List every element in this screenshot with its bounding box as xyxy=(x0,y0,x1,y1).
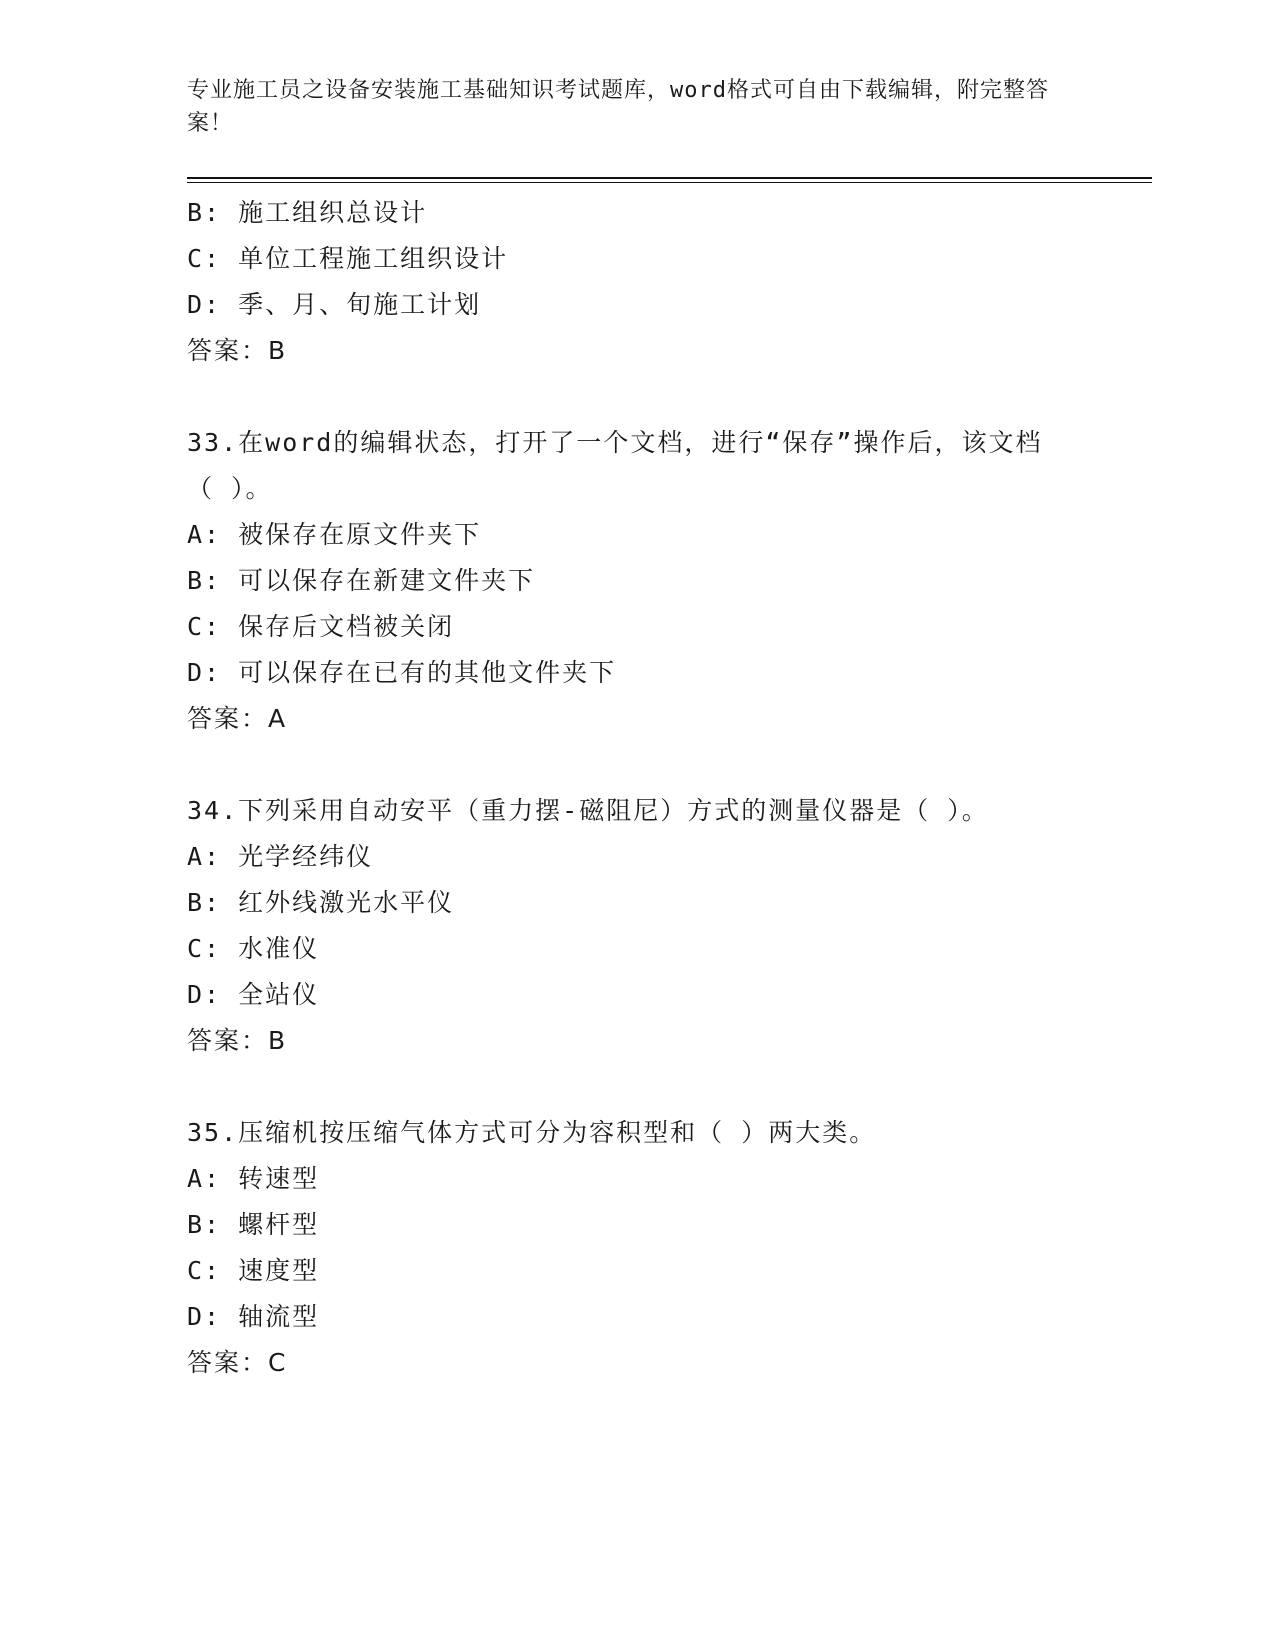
question-stem-33: 33.在word的编辑状态，打开了一个文档，进行“保存”操作后，该文档（ ）。 xyxy=(187,428,1043,503)
spacer xyxy=(187,1064,1067,1110)
option-b: B: 螺杆型 xyxy=(187,1210,320,1239)
option-a: A: 被保存在原文件夹下 xyxy=(187,520,482,549)
question-stem-35: 35.压缩机按压缩气体方式可分为容积型和（ ）两大类。 xyxy=(187,1118,877,1147)
option-c: C: 保存后文档被关闭 xyxy=(187,612,455,641)
answer-line: 答案：A xyxy=(187,704,288,733)
option-a: A: 转速型 xyxy=(187,1164,320,1193)
header-rule-thin xyxy=(187,182,1152,183)
option-c: C: 水准仪 xyxy=(187,934,320,963)
option-d: D: 轴流型 xyxy=(187,1302,320,1331)
header-rule-thick xyxy=(187,177,1152,179)
option-d: D: 季、月、旬施工计划 xyxy=(187,290,482,319)
option-b: B: 可以保存在新建文件夹下 xyxy=(187,566,536,595)
document-header: 专业施工员之设备安装施工基础知识考试题库，word格式可自由下载编辑，附完整答案！ xyxy=(187,78,1049,136)
question-stem-34: 34.下列采用自动安平（重力摆-磁阻尼）方式的测量仪器是（ ）。 xyxy=(187,796,989,825)
option-c: C: 单位工程施工组织设计 xyxy=(187,244,509,273)
option-d: D: 全站仪 xyxy=(187,980,320,1009)
answer-line: 答案：B xyxy=(187,1026,288,1055)
option-b: B: 施工组织总设计 xyxy=(187,198,428,227)
option-a: A: 光学经纬仪 xyxy=(187,842,374,871)
spacer xyxy=(187,742,1067,788)
option-b: B: 红外线激光水平仪 xyxy=(187,888,455,917)
answer-line: 答案：B xyxy=(187,336,288,365)
question-content xyxy=(187,190,1067,1386)
option-c: C: 速度型 xyxy=(187,1256,320,1285)
spacer xyxy=(187,374,1067,420)
option-d: D: 可以保存在已有的其他文件夹下 xyxy=(187,658,617,687)
answer-line: 答案：C xyxy=(187,1348,288,1377)
